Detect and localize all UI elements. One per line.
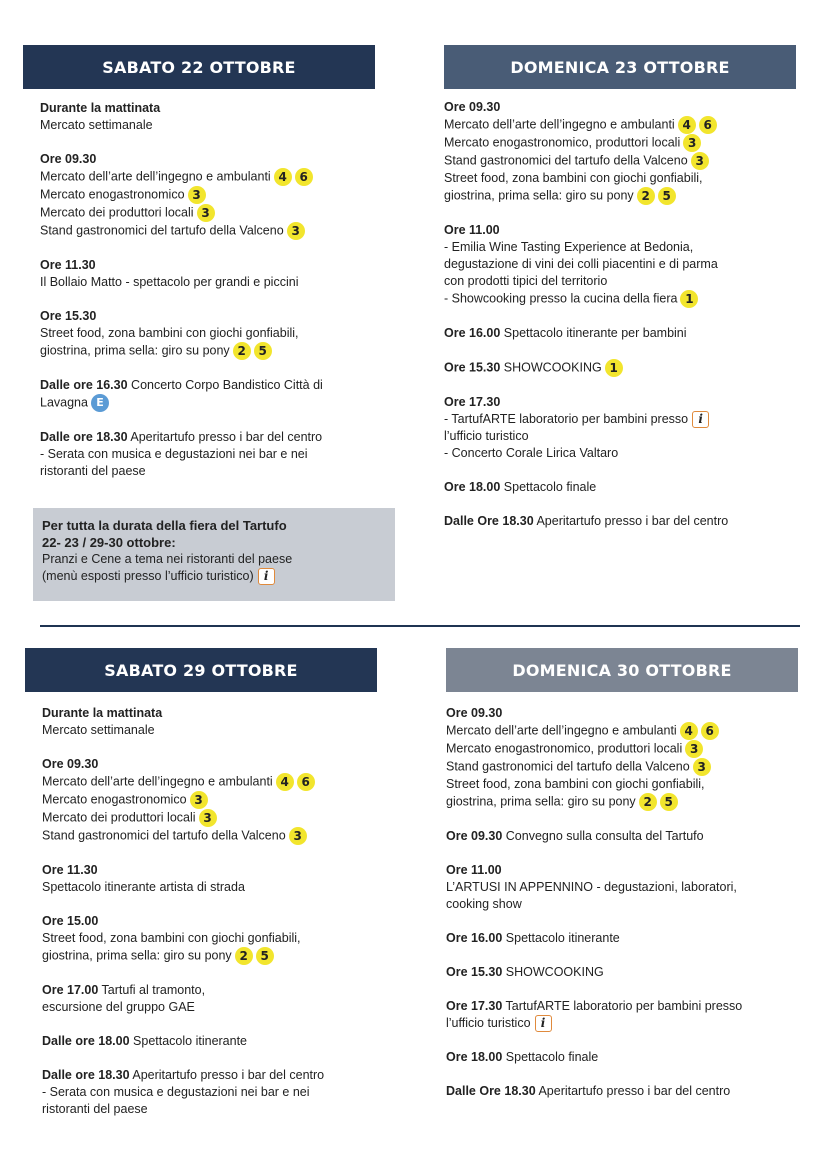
event-line (444, 479, 809, 496)
event-text: - Emilia Wine Tasting Experience at Bedonia, (444, 240, 694, 254)
event-line (42, 827, 402, 845)
map-number-badge: 3 (287, 222, 305, 240)
event-line (444, 411, 809, 428)
event-text: SHOWCOOKING (503, 360, 602, 375)
event-line (446, 793, 811, 811)
event-line (444, 222, 809, 239)
event-time: Ore 09.30 (446, 829, 503, 843)
event-time: Ore 11.30 (40, 258, 96, 272)
event-text: Spettacolo finale (505, 1050, 599, 1065)
event-block (40, 151, 400, 240)
event-line (446, 964, 811, 981)
map-number-badge: 5 (256, 947, 274, 965)
event-text: giostrina, prima sella: giro su pony (446, 794, 636, 809)
event-text: L’ARTUSI IN APPENNINO - degustazioni, laboratori, (446, 880, 737, 894)
event-block (444, 325, 809, 342)
event-time: Ore 18.00 (446, 1050, 503, 1065)
event-block (446, 964, 811, 981)
event-time: Ore 15.30 (40, 309, 97, 323)
e-badge-icon: E (91, 394, 109, 412)
event-line (444, 325, 809, 342)
event-text: giostrina, prima sella: giro su pony (42, 948, 232, 963)
event-text: Mercato dei produttori locali (40, 205, 194, 220)
schedule-sabato-29 (42, 705, 402, 1135)
event-line (40, 377, 400, 394)
event-line (42, 1101, 402, 1118)
event-line (446, 828, 811, 845)
event-time: Ore 11.00 (446, 863, 502, 877)
event-text: - Serata con musica e degustazioni nei bar e nei (42, 1085, 310, 1099)
event-text: Mercato enogastronomico (42, 792, 187, 807)
map-number-badge: 1 (680, 290, 698, 308)
event-line (446, 1015, 811, 1032)
event-text: ristoranti del paese (42, 1102, 148, 1116)
map-number-badge: 5 (658, 187, 676, 205)
event-time: Ore 16.00 (446, 931, 503, 945)
event-text: Stand gastronomici del tartufo della Valceno (444, 153, 688, 168)
event-block (444, 513, 809, 530)
map-number-badge: 4 (274, 168, 292, 186)
event-text: Mercato settimanale (42, 723, 155, 737)
map-number-badge: 2 (639, 793, 657, 811)
event-line (446, 1083, 811, 1100)
event-line (446, 998, 811, 1015)
map-number-badge: 5 (254, 342, 272, 360)
event-block (42, 756, 402, 845)
event-text: escursione del gruppo GAE (42, 1000, 195, 1014)
event-line (444, 513, 809, 530)
event-text: Stand gastronomici del tartufo della Valceno (42, 828, 286, 843)
event-block (40, 257, 400, 291)
event-time: Ore 17.00 (42, 983, 99, 997)
event-time: Dalle ore 16.30 (40, 378, 128, 392)
event-line (444, 445, 809, 462)
event-line (444, 256, 809, 273)
map-number-badge: 1 (605, 359, 623, 377)
event-text: Tartufi al tramonto, (101, 983, 206, 997)
schedule-sabato-22 (40, 100, 400, 497)
event-line (40, 342, 400, 360)
event-line (42, 791, 402, 809)
event-text: Aperitartufo presso i bar del centro (130, 430, 323, 444)
event-line (42, 947, 402, 965)
day-header-sabato-29 (25, 648, 377, 692)
event-text: giostrina, prima sella: giro su pony (444, 188, 634, 203)
event-text: Mercato dei produttori locali (42, 810, 196, 825)
event-time: Ore 18.00 (444, 480, 501, 495)
event-text: giostrina, prima sella: giro su pony (40, 343, 230, 358)
event-line (40, 100, 400, 117)
map-number-badge: 4 (678, 116, 696, 134)
event-text: Street food, zona bambini con giochi gonfiabili, (444, 171, 703, 185)
event-line (444, 134, 809, 152)
event-line (42, 930, 402, 947)
event-time: Durante la mattinata (40, 101, 161, 115)
event-time: Ore 09.30 (446, 706, 503, 720)
event-text: Street food, zona bambini con giochi gonfiabili, (42, 931, 301, 945)
event-line (40, 463, 400, 480)
event-line (42, 809, 402, 827)
promo-line-text: (menù esposti presso l’ufficio turistico) (42, 569, 254, 583)
schedule-domenica-30 (446, 705, 811, 1117)
event-line (444, 359, 809, 377)
event-text: degustazione di vini dei colli piacentini e di parma (444, 257, 718, 271)
event-block (446, 930, 811, 947)
event-text: Mercato dell’arte dell’ingegno e ambulanti (42, 774, 273, 789)
event-block (42, 913, 402, 965)
event-block (40, 377, 400, 412)
event-text: - Serata con musica e degustazioni nei bar e nei (40, 447, 308, 461)
event-text: Concerto Corpo Bandistico Città di (131, 378, 323, 392)
event-block (446, 862, 811, 913)
event-line (40, 257, 400, 274)
event-block (42, 1033, 402, 1050)
event-text: Convegno sulla consulta del Tartufo (505, 829, 704, 843)
section-divider (40, 625, 800, 627)
event-line (444, 239, 809, 256)
event-text: Mercato enogastronomico, produttori locali (446, 741, 683, 756)
event-text: Stand gastronomici del tartufo della Valceno (446, 759, 690, 774)
event-line (42, 982, 402, 999)
event-text: Mercato dell’arte dell’ingegno e ambulanti (444, 117, 675, 132)
event-line (42, 913, 402, 930)
event-text: Il Bollaio Matto - spettacolo per grandi e piccini (40, 275, 299, 289)
event-text: l’ufficio turistico (446, 1016, 531, 1030)
event-time: Ore 11.00 (444, 223, 500, 237)
event-line (42, 862, 402, 879)
event-block (444, 394, 809, 462)
event-block (42, 1067, 402, 1118)
event-block (446, 998, 811, 1032)
map-number-badge: 3 (199, 809, 217, 827)
event-block (446, 1083, 811, 1100)
event-time: Ore 09.30 (40, 152, 97, 166)
event-text: Street food, zona bambini con giochi gonfiabili, (446, 777, 705, 791)
event-time: Ore 11.30 (42, 863, 98, 877)
event-line (444, 290, 809, 308)
event-time: Ore 17.30 (446, 999, 503, 1013)
day-header-domenica-30 (446, 648, 798, 692)
event-line (444, 273, 809, 290)
event-time: Dalle ore 18.30 (40, 430, 128, 444)
event-block (40, 429, 400, 480)
day-title: SABATO 22 OTTOBRE (102, 57, 296, 77)
promo-line (42, 568, 386, 585)
map-number-badge: 3 (289, 827, 307, 845)
map-number-badge: 3 (685, 740, 703, 758)
map-number-badge: 5 (660, 793, 678, 811)
event-block (42, 862, 402, 896)
event-text: Mercato dell’arte dell’ingegno e ambulanti (446, 723, 677, 738)
map-number-badge: 6 (699, 116, 717, 134)
event-text: - Showcooking presso la cucina della fiera (444, 291, 678, 306)
event-text: Spettacolo itinerante per bambini (503, 326, 687, 340)
event-text: - Concerto Corale Lirica Valtaro (444, 446, 619, 461)
map-number-badge: 4 (276, 773, 294, 791)
event-line (40, 186, 400, 204)
event-line (42, 999, 402, 1016)
promo-box (33, 508, 395, 601)
map-number-badge: 3 (188, 186, 206, 204)
info-icon: i (258, 568, 275, 585)
event-time: Ore 15.00 (42, 914, 99, 928)
event-line (40, 168, 400, 186)
map-number-badge: 4 (680, 722, 698, 740)
promo-line: Pranzi e Cene a tema nei ristoranti del paese (42, 552, 293, 566)
event-time: Ore 09.30 (42, 757, 99, 771)
event-time: Dalle ore 18.30 (42, 1068, 130, 1082)
event-line (444, 170, 809, 187)
event-block (40, 308, 400, 360)
event-line (42, 756, 402, 773)
event-line (446, 1049, 811, 1066)
event-block (42, 982, 402, 1016)
day-header-sabato-22 (23, 45, 375, 89)
event-line (446, 740, 811, 758)
event-line (444, 187, 809, 205)
event-block (444, 359, 809, 377)
map-number-badge: 6 (295, 168, 313, 186)
event-text: l’ufficio turistico (444, 429, 529, 444)
event-line (40, 274, 400, 291)
event-line (444, 152, 809, 170)
map-number-badge: 2 (233, 342, 251, 360)
event-time: Ore 09.30 (444, 100, 501, 114)
event-line (42, 1067, 402, 1084)
event-line (42, 1084, 402, 1101)
map-number-badge: 3 (691, 152, 709, 170)
event-text: Aperitartufo presso i bar del centro (538, 1084, 731, 1099)
event-block (444, 222, 809, 308)
map-number-badge: 3 (197, 204, 215, 222)
event-time: Ore 15.30 (446, 965, 503, 979)
event-text: Spettacolo finale (503, 480, 597, 495)
map-number-badge: 3 (693, 758, 711, 776)
info-icon: i (535, 1015, 552, 1032)
event-block (42, 705, 402, 739)
event-text: Aperitartufo presso i bar del centro (132, 1068, 325, 1082)
event-text: TartufARTE laboratorio per bambini presso (505, 999, 743, 1013)
event-text: con prodotti tipici del territorio (444, 274, 608, 288)
event-line (446, 862, 811, 879)
event-line (446, 930, 811, 947)
day-title: DOMENICA 30 OTTOBRE (512, 660, 732, 680)
event-line (40, 308, 400, 325)
event-text: Stand gastronomici del tartufo della Valceno (40, 223, 284, 238)
event-line (40, 151, 400, 168)
event-time: Durante la mattinata (42, 706, 163, 720)
event-line (446, 722, 811, 740)
event-text: Mercato enogastronomico (40, 187, 185, 202)
info-icon: i (692, 411, 709, 428)
event-line (42, 705, 402, 722)
event-block (40, 100, 400, 134)
event-text: Mercato dell’arte dell’ingegno e ambulanti (40, 169, 271, 184)
event-text: Lavagna (40, 395, 88, 410)
event-line (40, 204, 400, 222)
event-text: Street food, zona bambini con giochi gonfiabili, (40, 326, 299, 340)
event-line (40, 325, 400, 342)
event-text: Spettacolo itinerante (133, 1034, 248, 1048)
map-number-badge: 2 (235, 947, 253, 965)
day-header-domenica-23 (444, 45, 796, 89)
event-text: ristoranti del paese (40, 464, 146, 478)
day-title: DOMENICA 23 OTTOBRE (510, 57, 730, 77)
event-line (444, 116, 809, 134)
event-line (446, 776, 811, 793)
event-line (446, 758, 811, 776)
event-text: Spettacolo itinerante (505, 931, 620, 945)
map-number-badge: 3 (190, 791, 208, 809)
event-line (42, 1033, 402, 1050)
map-number-badge: 2 (637, 187, 655, 205)
event-text: Aperitartufo presso i bar del centro (536, 514, 729, 529)
event-line (444, 428, 809, 445)
event-text: Mercato enogastronomico, produttori locali (444, 135, 681, 150)
event-line (446, 879, 811, 896)
event-text: SHOWCOOKING (505, 965, 604, 979)
day-title: SABATO 29 OTTOBRE (104, 660, 298, 680)
event-line (40, 446, 400, 463)
event-block (446, 1049, 811, 1066)
event-time: Ore 15.30 (444, 360, 501, 375)
schedule-domenica-23 (444, 99, 809, 547)
event-block (444, 99, 809, 205)
event-line (40, 429, 400, 446)
event-time: Dalle Ore 18.30 (446, 1084, 536, 1099)
event-line (446, 705, 811, 722)
event-time: Dalle Ore 18.30 (444, 514, 534, 529)
event-block (444, 479, 809, 496)
event-text: - TartufARTE laboratorio per bambini presso (444, 412, 689, 426)
event-line (40, 222, 400, 240)
map-number-badge: 6 (701, 722, 719, 740)
event-line (444, 394, 809, 411)
event-time: Ore 17.30 (444, 395, 501, 409)
event-time: Dalle ore 18.00 (42, 1034, 130, 1048)
event-line (42, 722, 402, 739)
event-text: cooking show (446, 897, 522, 911)
event-line (444, 99, 809, 116)
promo-title: Per tutta la durata della fiera del Tartufo (42, 518, 287, 533)
event-time: Ore 16.00 (444, 326, 501, 340)
event-block (446, 705, 811, 811)
event-line (446, 896, 811, 913)
event-line (42, 773, 402, 791)
event-text: Mercato settimanale (40, 118, 153, 132)
promo-dates: 22- 23 / 29-30 ottobre: (42, 535, 176, 550)
map-number-badge: 3 (683, 134, 701, 152)
event-line (40, 117, 400, 134)
event-text: Spettacolo itinerante artista di strada (42, 880, 245, 894)
map-number-badge: 6 (297, 773, 315, 791)
event-line (42, 879, 402, 896)
event-block (446, 828, 811, 845)
event-line (40, 394, 400, 412)
